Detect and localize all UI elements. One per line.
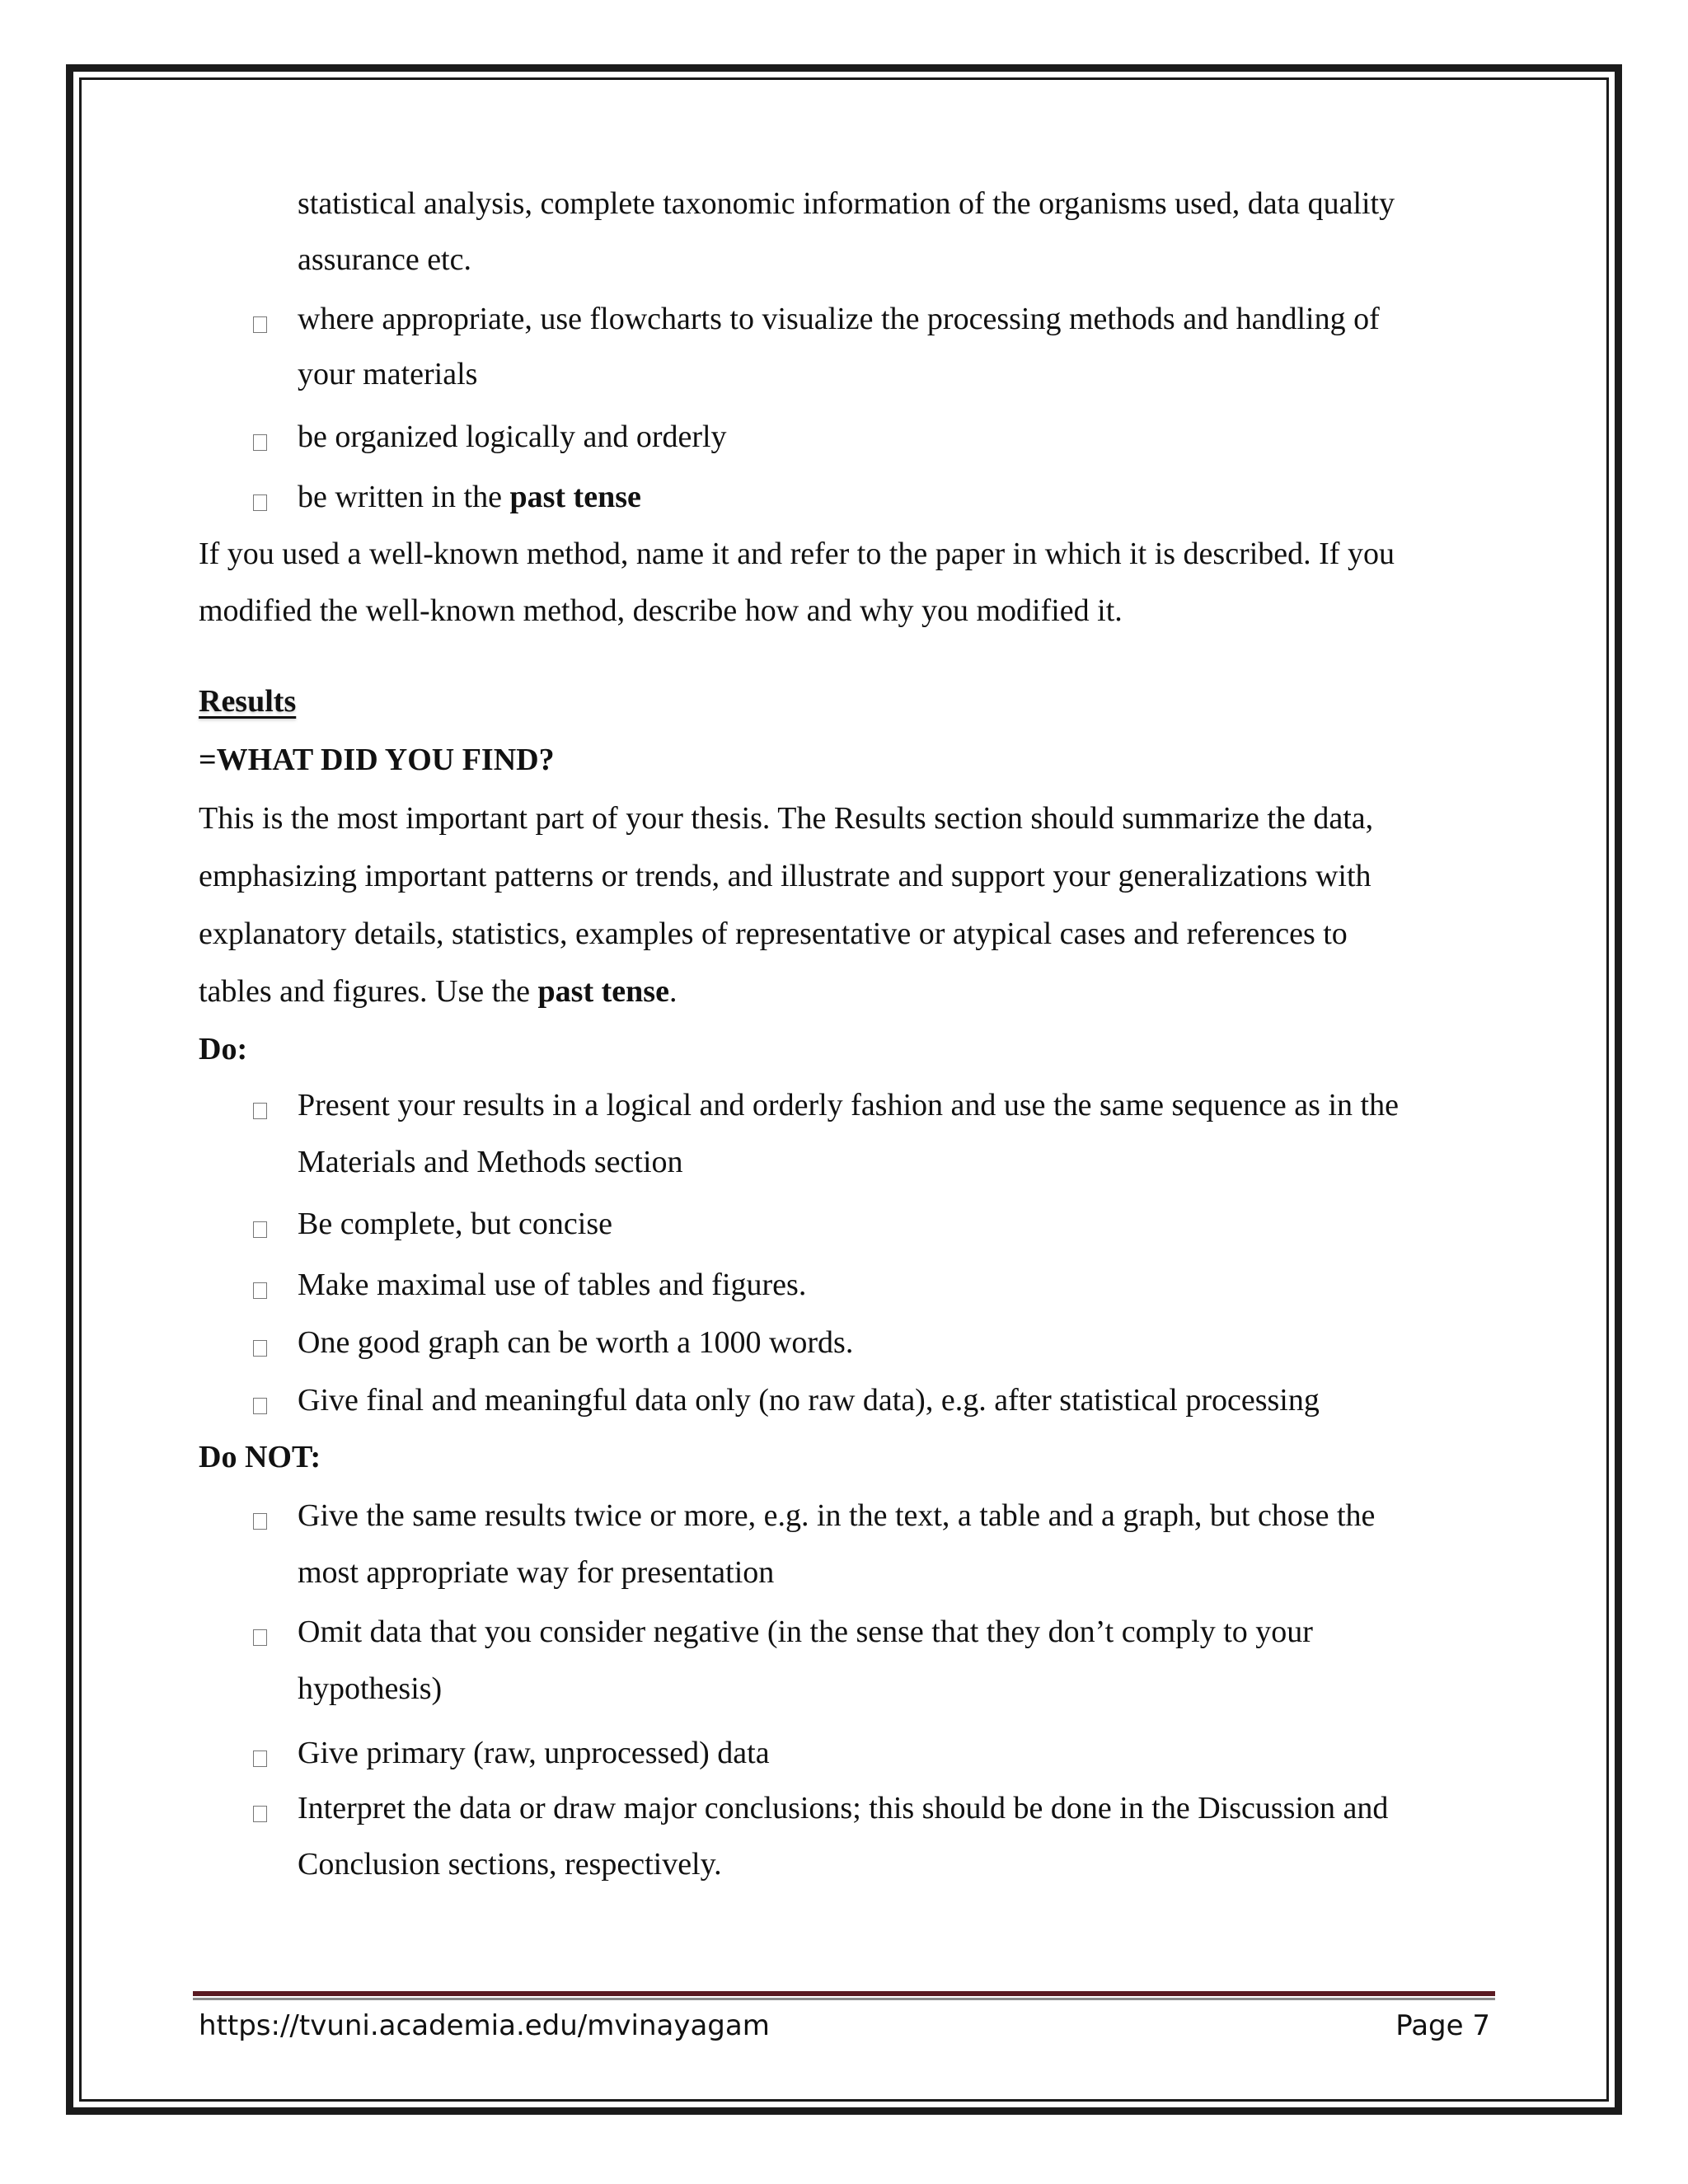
list-item: Omit data that you consider negative (in the sense that they don’t comply to your — [298, 1615, 1313, 1649]
emphasis-text: past tense — [509, 480, 641, 514]
do-not-label: Do NOT: — [199, 1440, 321, 1474]
footer-divider — [193, 1991, 1495, 1996]
list-item: Be complete, but concise — [298, 1207, 612, 1241]
list-item: Give primary (raw, unprocessed) data — [298, 1736, 770, 1770]
list-item: Give the same results twice or more, e.g. in the text, a table and a graph, but chose the — [298, 1498, 1376, 1533]
emphasis-text: past tense — [537, 974, 669, 1009]
bullet-icon — [253, 1806, 267, 1822]
list-item: most appropriate way for presentation — [298, 1555, 775, 1590]
paragraph-line: emphasizing important patterns or trends, and illustrate and support your generalizations with — [199, 859, 1372, 893]
list-item: Give final and meaningful data only (no raw data), e.g. after statistical processing — [298, 1383, 1320, 1418]
list-item: Conclusion sections, respectively. — [298, 1847, 722, 1882]
bullet-icon — [253, 1629, 267, 1646]
bullet-icon — [253, 1340, 267, 1357]
section-subheading: =WHAT DID YOU FIND? — [199, 743, 555, 777]
list-item: Materials and Methods section — [298, 1145, 683, 1179]
paragraph-line: This is the most important part of your thesis. The Results section should summarize the data, — [199, 801, 1374, 836]
bullet-icon — [253, 1398, 267, 1414]
footer-url: https://tvuni.academia.edu/mvinayagam — [199, 2009, 770, 2042]
section-heading-results: Results — [199, 684, 297, 719]
bullet-icon — [253, 1513, 267, 1530]
paragraph-line: If you used a well-known method, name it and refer to the paper in which it is described. If you — [199, 537, 1395, 571]
list-item: where appropriate, use flowcharts to visualize the processing methods and handling of — [298, 302, 1380, 336]
list-item: hypothesis) — [298, 1671, 443, 1706]
list-item-continuation: assurance etc. — [298, 242, 471, 277]
paragraph-line — [199, 973, 677, 1010]
list-item: your materials — [298, 357, 478, 391]
list-item: One good graph can be worth a 1000 words. — [298, 1325, 854, 1360]
bullet-icon — [253, 1750, 267, 1767]
list-item — [298, 479, 641, 515]
page-number: Page 7 — [1395, 2009, 1490, 2042]
paragraph-line: explanatory details, statistics, examples of representative or atypical cases and references to — [199, 916, 1348, 951]
list-item: Make maximal use of tables and figures. — [298, 1268, 807, 1302]
list-item-continuation: statistical analysis, complete taxonomic information of the organisms used, data quality — [298, 186, 1395, 221]
paragraph-text: tables and figures. Use the — [199, 974, 538, 1009]
bullet-icon — [253, 1221, 267, 1238]
bullet-icon — [253, 494, 267, 511]
list-item-text: be written in the — [298, 480, 510, 514]
bullet-icon — [253, 434, 267, 451]
list-item: be organized logically and orderly — [298, 419, 727, 454]
paragraph-line: modified the well-known method, describe how and why you modified it. — [199, 593, 1123, 628]
list-item: Interpret the data or draw major conclusions; this should be done in the Discussion and — [298, 1791, 1389, 1825]
do-label: Do: — [199, 1032, 248, 1066]
bullet-icon — [253, 316, 267, 333]
paragraph-text: . — [668, 974, 678, 1009]
bullet-icon — [253, 1282, 267, 1299]
list-item: Present your results in a logical and orderly fashion and use the same sequence as in the — [298, 1088, 1399, 1122]
footer-divider-shadow — [193, 1998, 1495, 2000]
bullet-icon — [253, 1103, 267, 1119]
